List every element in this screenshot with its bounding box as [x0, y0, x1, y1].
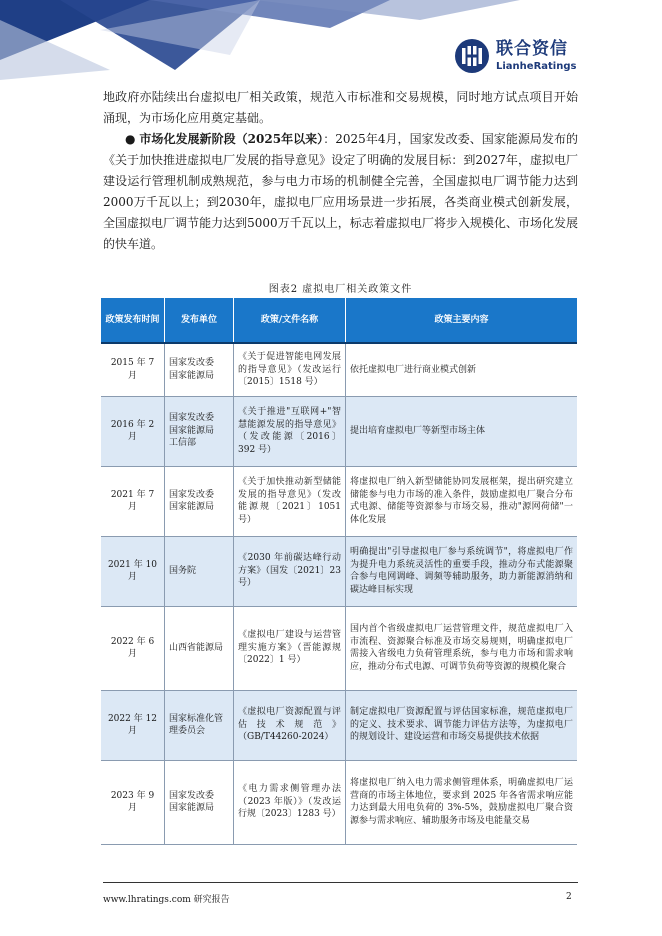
column-header: 发布单位 [165, 298, 234, 343]
cell-date: 2021 年 10 月 [101, 536, 165, 606]
cell-date: 2015 年 7 月 [101, 343, 165, 396]
cell-org: 山西省能源局 [165, 606, 234, 690]
table-row [101, 760, 577, 844]
column-header: 政策发布时间 [101, 298, 165, 343]
footer-divider [103, 882, 578, 883]
bullet-heading: 市场化发展新阶段（2025年以来） [139, 132, 324, 146]
footer-label: 研究报告 [193, 895, 230, 905]
company-logo [454, 36, 576, 76]
cell-date: 2023 年 9 月 [101, 760, 165, 844]
page-number: 2 [566, 892, 572, 902]
policy-table [101, 298, 577, 845]
bullet-icon: ● [125, 132, 136, 146]
footer-url: www.lhratings.com [103, 895, 191, 905]
cell-desc: 将虚拟电厂纳入电力需求侧管理体系，明确虚拟电厂运营商的市场主体地位，要求到 2025 年各省需求响应能力达到最大用电负荷的 3%-5%，鼓励虚拟电厂聚合资源参与需求响应、辅助服务市场及电能量交易 [346, 760, 578, 844]
cell-org: 国家发改委 国家能源局 [165, 760, 234, 844]
cell-org: 国家发改委 国家能源局 [165, 466, 234, 536]
column-header: 政策主要内容 [346, 298, 578, 343]
table-row [101, 606, 577, 690]
column-header: 政策/文件名称 [234, 298, 346, 343]
table-row [101, 396, 577, 466]
cell-desc: 国内首个省级虚拟电厂运营管理文件，规范虚拟电厂入市流程、资源聚合标准及市场交易规则，明确虚拟电厂需接入省级电力负荷管理系统，参与电力市场和需求响应，推动分布式电源、可调节负荷等资源的规模化聚合 [346, 606, 578, 690]
table-row [101, 343, 577, 396]
cell-doc: 《关于推进"互联网+"智慧能源发展的指导意见》（发改能源〔2016〕392 号） [234, 396, 346, 466]
footer-text [103, 892, 230, 905]
cell-desc: 明确提出"引导虚拟电厂参与系统调节"，将虚拟电厂作为提升电力系统灵活性的重要手段，推动分布式能源聚合参与电网调峰、调频等辅助服务，助力新能源消纳和碳达峰目标实现 [346, 536, 578, 606]
logo-english-name: LianheRatings [496, 60, 577, 72]
table-header-row [101, 298, 577, 343]
table-row [101, 536, 577, 606]
table-row [101, 690, 577, 760]
cell-doc: 《关于促进智能电网发展的指导意见》（发改运行〔2015〕1518 号） [234, 343, 346, 396]
cell-org: 国务院 [165, 536, 234, 606]
logo-mark-icon [454, 38, 490, 74]
logo-chinese-name: 联合资信 [496, 38, 568, 59]
cell-desc: 依托虚拟电厂进行商业模式创新 [346, 343, 578, 396]
body-text [103, 87, 578, 255]
cell-doc: 《2030 年前碳达峰行动方案》（国发〔2021〕23 号） [234, 536, 346, 606]
cell-desc: 将虚拟电厂纳入新型储能协同发展框架，提出研究建立储能参与电力市场的准入条件，鼓励虚拟电厂聚合分布式电源、储能等资源参与市场交易，推动"源网荷储"一体化发展 [346, 466, 578, 536]
paragraph: 地政府亦陆续出台虚拟电厂相关政策，规范入市标准和交易规模，同时地方试点项目开始涌现，为市场化应用奠定基础。 [103, 90, 578, 125]
cell-doc: 《虚拟电厂建设与运营管理实施方案》（晋能源规〔2022〕1 号） [234, 606, 346, 690]
cell-org: 国家发改委 国家能源局 [165, 343, 234, 396]
bullet-text: ：2025年4月，国家发改委、国家能源局发布的《关于加快推进虚拟电厂发展的指导意见》设定了明确的发展目标：到2027年，虚拟电厂建设运行管理机制成熟规范，参与电力市场的机制健全完善，全国虚拟电厂调节能力达到2000万千瓦以上；到2030年，虚拟电厂应用场景进一步拓展，各类商业模式创新发展，全国虚拟电厂调节能力达到5000万千瓦以上，标志着虚拟电厂将步入规模化、市场化发展的快车道。 [103, 132, 578, 251]
bullet-paragraph [103, 129, 578, 255]
cell-date: 2022 年 6 月 [101, 606, 165, 690]
cell-date: 2022 年 12 月 [101, 690, 165, 760]
cell-date: 2016 年 2 月 [101, 396, 165, 466]
cell-doc: 《虚拟电厂资源配置与评估技术规范》（GB/T44260-2024） [234, 690, 346, 760]
cell-org: 国家发改委 国家能源局 工信部 [165, 396, 234, 466]
cell-desc: 提出培育虚拟电厂等新型市场主体 [346, 396, 578, 466]
cell-desc: 制定虚拟电厂资源配置与评估国家标准，规范虚拟电厂的定义、技术要求、调节能力评估方法等，为虚拟电厂的规划设计、建设运营和市场交易提供技术依据 [346, 690, 578, 760]
cell-org: 国家标准化管理委员会 [165, 690, 234, 760]
cell-doc: 《关于加快推动新型储能发展的指导意见》（发改能源规〔2021〕1051 号） [234, 466, 346, 536]
table-caption: 图表2 虚拟电厂相关政策文件 [268, 284, 413, 295]
table-row [101, 466, 577, 536]
cell-date: 2021 年 7 月 [101, 466, 165, 536]
cell-doc: 《电力需求侧管理办法（2023 年版）》（发改运行规〔2023〕1283 号） [234, 760, 346, 844]
